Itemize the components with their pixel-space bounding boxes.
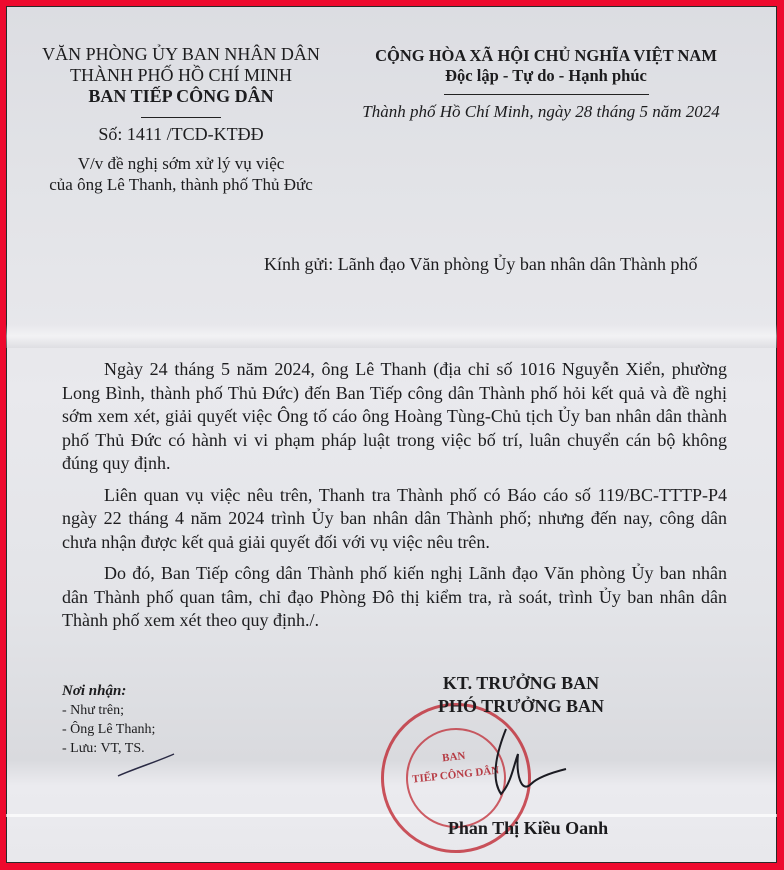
motto-divider (444, 94, 649, 95)
national-motto: Độc lập - Tự do - Hạnh phúc (445, 66, 647, 85)
paper-fold (6, 324, 777, 348)
handwritten-signature-icon (466, 724, 586, 804)
national-title: CỘNG HÒA XÃ HỘI CHỦ NGHĨA VIỆT NAM (375, 46, 717, 65)
recipient-item: - Ông Lê Thanh; (62, 722, 156, 737)
recipient-item: - Lưu: VT, TS. (62, 741, 145, 756)
handwritten-check-icon (116, 742, 186, 782)
subject-line-2: của ông Lê Thanh, thành phố Thủ Đức (49, 175, 313, 194)
subject-line-1: V/v đề nghị sớm xử lý vụ việc (77, 154, 285, 173)
issue-date: Thành phố Hồ Chí Minh, ngày 28 tháng 5 năm 2024 (362, 102, 720, 121)
seal-text-line-1: BAN (441, 749, 466, 765)
body-paragraph: Liên quan vụ việc nêu trên, Thanh tra Thành phố có Báo cáo số 119/BC-TTTP-P4 ngày 22 tháng 4 năm 2024 trình Ủy ban nhân dân Thành phố; nhưng đến nay, công dân chưa nhận được kết quả giải quyết đối với vụ việc nêu trên. (62, 484, 727, 552)
recipient-item: - Như trên; (62, 703, 125, 718)
agency-line-3: BAN TIẾP CÔNG DÂN (88, 86, 274, 106)
signature-title-line-2: PHÓ TRƯỞNG BAN (437, 696, 604, 716)
body-paragraph: Ngày 24 tháng 5 năm 2024, ông Lê Thanh (địa chỉ số 1016 Nguyễn Xiển, phường Long Bình, thành phố Thủ Đức) đến Ban Tiếp công dân Thành phố hỏi kết quả và đề nghị sớm xem xét, giải quyết việc Ông tố cáo ông Hoàng Tùng-Chủ tịch Ủy ban nhân dân thành phố Thủ Đức có hành vi vi phạm pháp luật trong việc bố trí, luân chuyển cán bộ không đúng quy định. (62, 359, 727, 473)
national-header (346, 46, 746, 101)
seal-text-line-2: TIẾP CÔNG DÂN (411, 764, 500, 786)
body-paragraph: Do đó, Ban Tiếp công dân Thành phố kiến nghị Lãnh đạo Văn phòng Ủy ban nhân dân Thành phố quan tâm, chỉ đạo Phòng Đô thị kiểm tra, rà soát, trình Ủy ban nhân dân Thành phố xem xét theo quy định./. (62, 563, 727, 630)
addressee: Kính gửi: Lãnh đạo Văn phòng Ủy ban nhân dân Thành phố (264, 254, 698, 274)
signer-name: Phan Thị Kiều Oanh (447, 818, 609, 838)
agency-line-2: THÀNH PHỐ HỒ CHÍ MINH (70, 65, 292, 85)
signature-title-block (406, 672, 636, 718)
recipients-title: Nơi nhận: (62, 683, 127, 699)
signature-title-line-1: KT. TRƯỞNG BAN (442, 673, 600, 693)
header-divider (141, 117, 221, 118)
letter-body (62, 358, 727, 641)
document-number: Số: 1411 /TCD-KTĐĐ (98, 124, 264, 144)
issuing-agency-header (26, 44, 336, 195)
document-page (6, 6, 777, 863)
agency-line-1: VĂN PHÒNG ỦY BAN NHÂN DÂN (42, 44, 320, 64)
